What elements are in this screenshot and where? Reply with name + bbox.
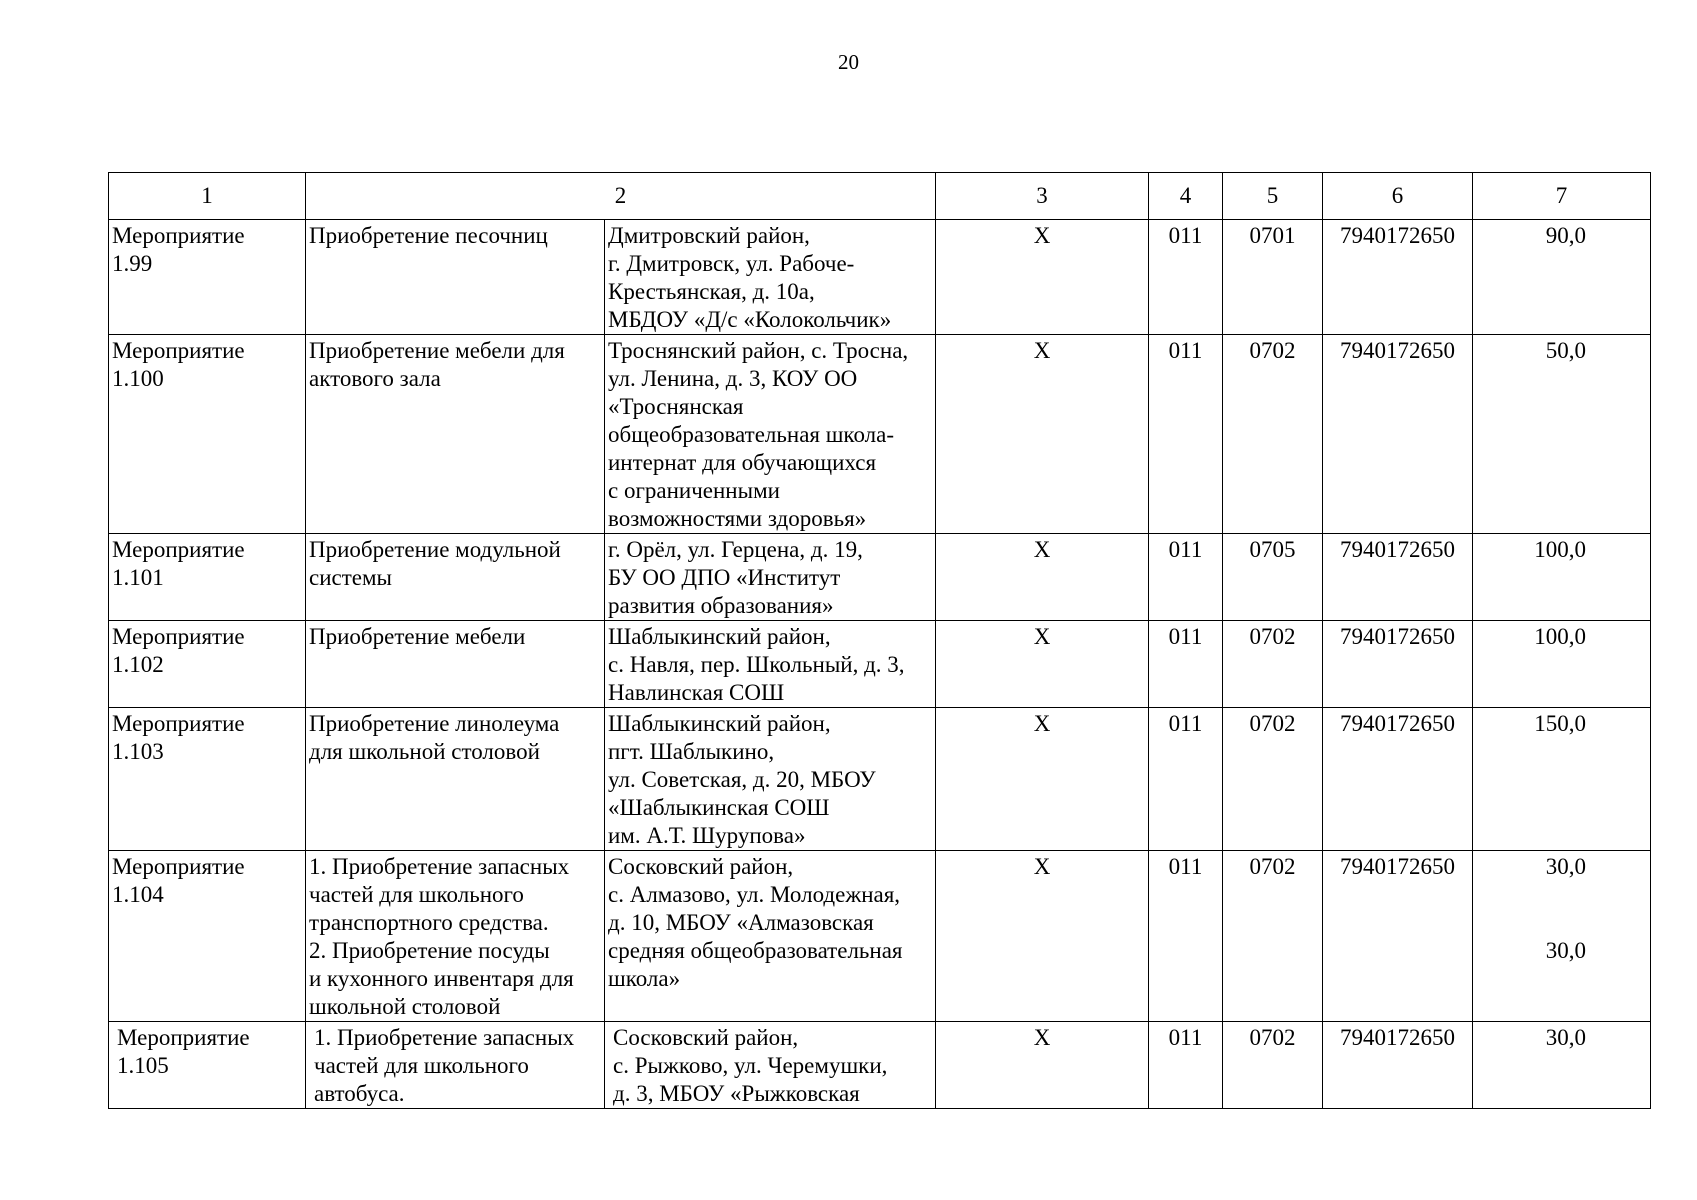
amount-cell: 30,0 — [1473, 1022, 1651, 1109]
col5-cell: 0701 — [1223, 220, 1323, 335]
col5-cell: 0702 — [1223, 335, 1323, 534]
activity-label: Мероприятие 1.105 — [109, 1022, 306, 1109]
col4-cell: 011 — [1149, 1022, 1223, 1109]
activity-address: Дмитровский район, г. Дмитровск, ул. Рабоче- Крестьянская, д. 10а, МБДОУ «Д/с «Колокольчик» — [605, 220, 936, 335]
col5-cell: 0702 — [1223, 621, 1323, 708]
col6-cell: 7940172650 — [1323, 851, 1473, 1022]
activity-description: Приобретение мебели для актового зала — [306, 335, 605, 534]
header-cell: 3 — [936, 173, 1149, 220]
header-cell: 7 — [1473, 173, 1651, 220]
activity-description: 1. Приобретение запасных частей для школьного транспортного средства. 2. Приобретение посуды и кухонного инвентаря для школьной столовой — [306, 851, 605, 1022]
activity-address: Шаблыкинский район, с. Навля, пер. Школьный, д. 3, Навлинская СОШ — [605, 621, 936, 708]
activity-address: Сосковский район, с. Рыжково, ул. Черемушки, д. 3, МБОУ «Рыжковская — [605, 1022, 936, 1109]
activity-address: Шаблыкинский район, пгт. Шаблыкино, ул. Советская, д. 20, МБОУ «Шаблыкинская СОШ им. А.Т. Шурупова» — [605, 708, 936, 851]
activity-label: Мероприятие 1.100 — [109, 335, 306, 534]
activity-label: Мероприятие 1.103 — [109, 708, 306, 851]
header-cell: 5 — [1223, 173, 1323, 220]
col3-cell: X — [936, 1022, 1149, 1109]
col3-cell: X — [936, 534, 1149, 621]
col6-cell: 7940172650 — [1323, 1022, 1473, 1109]
amount-cell: 30,0 30,0 — [1473, 851, 1651, 1022]
activity-label: Мероприятие 1.104 — [109, 851, 306, 1022]
table-row — [109, 708, 1651, 851]
activity-description: Приобретение мебели — [306, 621, 605, 708]
table-row — [109, 220, 1651, 335]
amount-cell: 100,0 — [1473, 534, 1651, 621]
page-number: 20 — [838, 50, 859, 74]
activity-description: 1. Приобретение запасных частей для школьного автобуса. — [306, 1022, 605, 1109]
col4-cell: 011 — [1149, 220, 1223, 335]
col4-cell: 011 — [1149, 534, 1223, 621]
col4-cell: 011 — [1149, 335, 1223, 534]
activity-address: Троснянский район, с. Тросна, ул. Ленина, д. 3, КОУ ОО «Троснянская общеобразовательная школа- интернат для обучающихся с ограниченными возможностями здоровья» — [605, 335, 936, 534]
col5-cell: 0702 — [1223, 851, 1323, 1022]
activity-address: г. Орёл, ул. Герцена, д. 19, БУ ОО ДПО «Институт развития образования» — [605, 534, 936, 621]
col4-cell: 011 — [1149, 621, 1223, 708]
col5-cell: 0705 — [1223, 534, 1323, 621]
table-row — [109, 335, 1651, 534]
table-row — [109, 534, 1651, 621]
col6-cell: 7940172650 — [1323, 621, 1473, 708]
activity-description: Приобретение модульной системы — [306, 534, 605, 621]
header-cell: 6 — [1323, 173, 1473, 220]
header-cell: 4 — [1149, 173, 1223, 220]
col3-cell: X — [936, 220, 1149, 335]
table-header-row — [109, 173, 1651, 220]
col4-cell: 011 — [1149, 708, 1223, 851]
col3-cell: X — [936, 851, 1149, 1022]
col3-cell: X — [936, 621, 1149, 708]
activity-description: Приобретение песочниц — [306, 220, 605, 335]
col6-cell: 7940172650 — [1323, 335, 1473, 534]
col6-cell: 7940172650 — [1323, 708, 1473, 851]
table-row — [109, 851, 1651, 1022]
col3-cell: X — [936, 708, 1149, 851]
col3-cell: X — [936, 335, 1149, 534]
amount-cell: 100,0 — [1473, 621, 1651, 708]
activity-address: Сосковский район, с. Алмазово, ул. Молодежная, д. 10, МБОУ «Алмазовская средняя общеобразовательная школа» — [605, 851, 936, 1022]
activity-description: Приобретение линолеума для школьной столовой — [306, 708, 605, 851]
activity-label: Мероприятие 1.101 — [109, 534, 306, 621]
table-row — [109, 621, 1651, 708]
amount-cell: 50,0 — [1473, 335, 1651, 534]
activity-label: Мероприятие 1.102 — [109, 621, 306, 708]
amount-cell: 90,0 — [1473, 220, 1651, 335]
col5-cell: 0702 — [1223, 1022, 1323, 1109]
col4-cell: 011 — [1149, 851, 1223, 1022]
col6-cell: 7940172650 — [1323, 220, 1473, 335]
activity-label: Мероприятие 1.99 — [109, 220, 306, 335]
col6-cell: 7940172650 — [1323, 534, 1473, 621]
table-row — [109, 1022, 1651, 1109]
activities-table — [108, 172, 1651, 1109]
amount-cell: 150,0 — [1473, 708, 1651, 851]
col5-cell: 0702 — [1223, 708, 1323, 851]
header-cell: 1 — [109, 173, 306, 220]
header-cell: 2 — [306, 173, 936, 220]
